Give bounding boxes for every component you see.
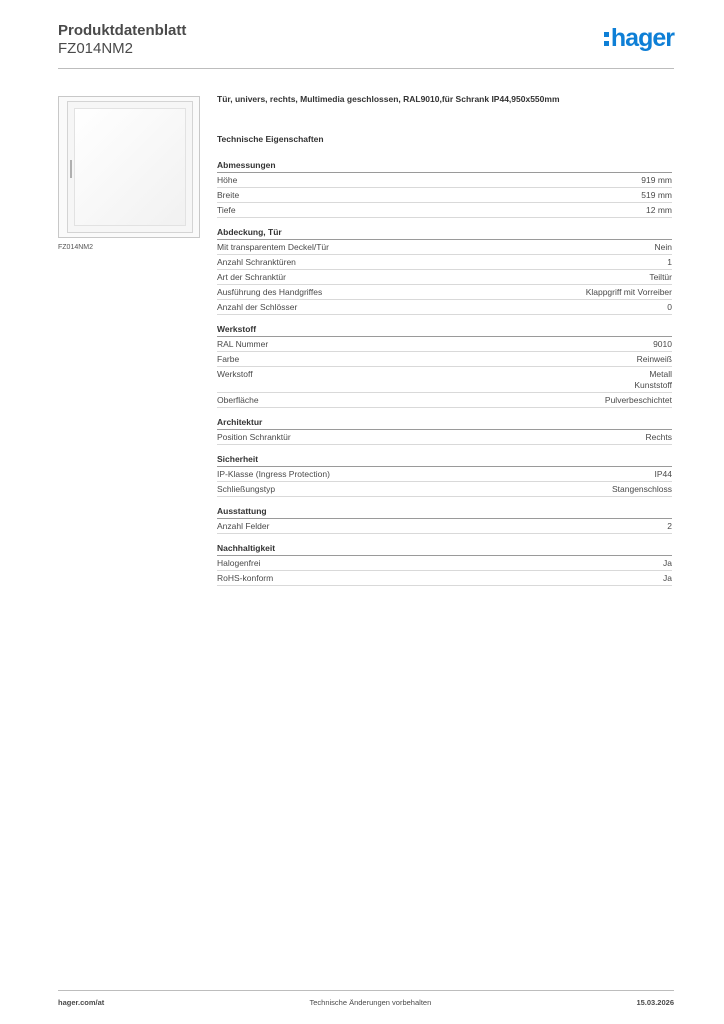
spec-value: Klappgriff mit Vorreiber bbox=[585, 287, 672, 297]
section-title: Nachhaltigkeit bbox=[217, 543, 672, 556]
spec-label: Anzahl Felder bbox=[217, 521, 270, 531]
page-title: Produktdatenblatt bbox=[58, 22, 187, 39]
spec-row bbox=[217, 203, 672, 218]
spec-row bbox=[217, 556, 672, 571]
spec-row bbox=[217, 467, 672, 482]
door-illustration bbox=[67, 101, 193, 233]
spec-row bbox=[217, 285, 672, 300]
spec-section bbox=[217, 506, 672, 534]
spec-label: Breite bbox=[217, 190, 240, 200]
spec-label: Farbe bbox=[217, 354, 240, 364]
spec-value: Stangenschloss bbox=[611, 484, 672, 494]
spec-section bbox=[217, 324, 672, 408]
spec-row bbox=[217, 255, 672, 270]
logo-dots-icon bbox=[604, 30, 609, 48]
spec-row bbox=[217, 337, 672, 352]
spec-row bbox=[217, 430, 672, 445]
spec-label: IP-Klasse (Ingress Protection) bbox=[217, 469, 330, 479]
spec-value: Ja bbox=[663, 558, 672, 568]
spec-label: Höhe bbox=[217, 175, 238, 185]
spec-value: Metall Kunststoff bbox=[634, 369, 672, 390]
section-title: Sicherheit bbox=[217, 454, 672, 467]
section-title: Ausstattung bbox=[217, 506, 672, 519]
spec-value: Nein bbox=[654, 242, 672, 252]
spec-row bbox=[217, 300, 672, 315]
hager-logo bbox=[604, 26, 674, 51]
spec-label: Oberfläche bbox=[217, 395, 259, 405]
header-divider bbox=[58, 68, 674, 69]
spec-label: Tiefe bbox=[217, 205, 236, 215]
spec-section bbox=[217, 417, 672, 445]
spec-row bbox=[217, 188, 672, 203]
spec-value: Teiltür bbox=[649, 272, 672, 282]
spec-value: 919 mm bbox=[641, 175, 672, 185]
spec-label: Art der Schranktür bbox=[217, 272, 286, 282]
spec-label: RoHS-konform bbox=[217, 573, 274, 583]
logo-text: hager bbox=[610, 24, 674, 52]
spec-label: Halogenfrei bbox=[217, 558, 261, 568]
spec-section bbox=[217, 227, 672, 315]
spec-value: 9010 bbox=[653, 339, 672, 349]
spec-content bbox=[217, 94, 672, 595]
footer-notice: Technische Änderungen vorbehalten bbox=[309, 998, 432, 1007]
spec-value: 1 bbox=[667, 257, 672, 267]
spec-value: Reinweiß bbox=[636, 354, 672, 364]
spec-value: IP44 bbox=[654, 469, 672, 479]
spec-row bbox=[217, 352, 672, 367]
spec-value: 2 bbox=[667, 521, 672, 531]
spec-row bbox=[217, 367, 672, 393]
spec-row bbox=[217, 393, 672, 408]
spec-section bbox=[217, 454, 672, 497]
spec-value: Rechts bbox=[645, 432, 672, 442]
spec-value: Pulverbeschichtet bbox=[604, 395, 672, 405]
spec-value: 519 mm bbox=[641, 190, 672, 200]
spec-row bbox=[217, 240, 672, 255]
spec-row bbox=[217, 571, 672, 586]
spec-label: Schließungstyp bbox=[217, 484, 276, 494]
spec-sections bbox=[217, 160, 672, 586]
spec-section bbox=[217, 160, 672, 218]
spec-value: 12 mm bbox=[646, 205, 672, 215]
spec-row bbox=[217, 173, 672, 188]
spec-label: Anzahl Schranktüren bbox=[217, 257, 296, 267]
product-code: FZ014NM2 bbox=[58, 40, 134, 57]
spec-label: Anzahl der Schlösser bbox=[217, 302, 298, 312]
tech-properties-title: Technische Eigenschaften bbox=[217, 134, 324, 144]
footer-date: 15.03.2026 bbox=[636, 998, 674, 1007]
product-description: Tür, univers, rechts, Multimedia geschlossen, RAL9010,für Schrank IP44,950x550mm bbox=[217, 94, 560, 104]
spec-row bbox=[217, 519, 672, 534]
spec-label: Position Schranktür bbox=[217, 432, 291, 442]
door-handle-icon bbox=[70, 160, 72, 178]
spec-section bbox=[217, 543, 672, 586]
spec-row bbox=[217, 270, 672, 285]
section-title: Architektur bbox=[217, 417, 672, 430]
section-title: Werkstoff bbox=[217, 324, 672, 337]
product-image bbox=[58, 96, 200, 238]
spec-label: Ausführung des Handgriffes bbox=[217, 287, 323, 297]
footer bbox=[58, 998, 674, 1007]
footer-website: hager.com/at bbox=[58, 998, 105, 1007]
spec-value: 0 bbox=[667, 302, 672, 312]
spec-row bbox=[217, 482, 672, 497]
spec-label: RAL Nummer bbox=[217, 339, 269, 349]
spec-value: Ja bbox=[663, 573, 672, 583]
footer-divider bbox=[58, 990, 674, 991]
image-caption: FZ014NM2 bbox=[58, 244, 94, 251]
spec-label: Werkstoff bbox=[217, 369, 253, 379]
section-title: Abdeckung, Tür bbox=[217, 227, 672, 240]
spec-label: Mit transparentem Deckel/Tür bbox=[217, 242, 329, 252]
section-title: Abmessungen bbox=[217, 160, 672, 173]
